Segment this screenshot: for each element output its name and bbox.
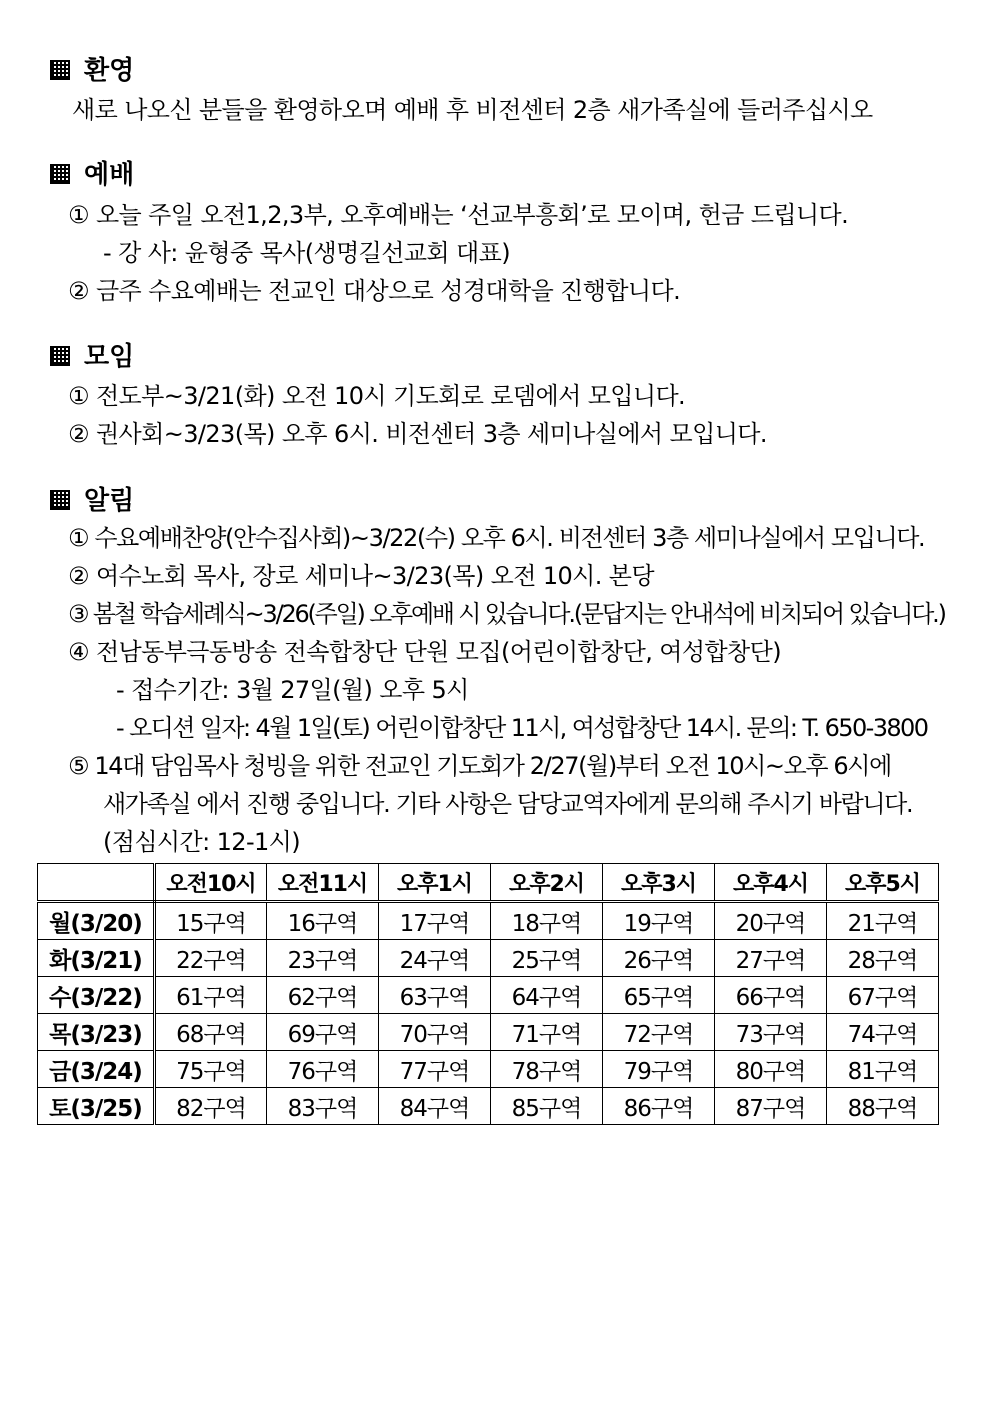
table-cell: 88구역 [827, 1088, 939, 1125]
table-cell: 78구역 [491, 1051, 603, 1088]
table-cell: 25구역 [491, 940, 603, 977]
heading-label: 알림 [84, 486, 135, 516]
prayer-schedule-table [37, 863, 939, 1125]
table-row [38, 1014, 939, 1051]
notice-item-4: ④ 전남동부극동방송 전속합창단 단원 모집(어린이합창단, 여성합창단) [68, 638, 781, 666]
table-cell: 85구역 [491, 1088, 603, 1125]
table-cell: 70구역 [379, 1014, 491, 1051]
welcome-text: 새로 나오신 분들을 환영하오며 예배 후 비전센터 2층 새가족실에 들러주십시오 [72, 96, 873, 124]
day-cell: 화(3/21) [38, 940, 155, 977]
column-header: 오후5시 [827, 864, 939, 902]
section-heading-notice [50, 480, 134, 517]
table-cell: 62구역 [267, 977, 379, 1014]
square-bullet-icon [50, 60, 70, 80]
table-cell: 82구역 [155, 1088, 267, 1125]
table-cell: 18구역 [491, 902, 603, 940]
table-cell: 19구역 [603, 902, 715, 940]
meeting-item-1: ① 전도부~3/21(화) 오전 10시 기도회로 로뎀에서 모입니다. [68, 382, 686, 410]
heading-label: 예배 [84, 160, 135, 190]
notice-item-1: ① 수요예배찬양(안수집사회)~3/22(수) 오후 6시. 비전센터 3층 세미나실에서 모입니다. [68, 524, 925, 552]
column-header: 오전11시 [267, 864, 379, 902]
square-bullet-icon [50, 490, 70, 510]
day-cell: 토(3/25) [38, 1088, 155, 1125]
table-cell: 20구역 [715, 902, 827, 940]
table-cell: 17구역 [379, 902, 491, 940]
table-cell: 15구역 [155, 902, 267, 940]
table-cell: 68구역 [155, 1014, 267, 1051]
table-cell: 84구역 [379, 1088, 491, 1125]
table-cell: 69구역 [267, 1014, 379, 1051]
notice-item-3: ③ 봄철 학습세례식~3/26(주일) 오후예배 시 있습니다.(문답지는 안내석에 비치되어 있습니다.) [68, 600, 945, 628]
table-cell: 26구역 [603, 940, 715, 977]
square-bullet-icon [50, 164, 70, 184]
table-cell: 22구역 [155, 940, 267, 977]
table-row [38, 902, 939, 940]
table-cell: 28구역 [827, 940, 939, 977]
notice-item-4-audition: - 오디션 일자: 4월 1일(토) 어린이합창단 11시, 여성합창단 14시. 문의: T. 650-3800 [116, 714, 928, 742]
worship-item-1: ① 오늘 주일 오전1,2,3부, 오후예배는 ‘선교부흥회’로 모이며, 헌금 드립니다. [68, 201, 849, 229]
notice-item-5-cont: 새가족실 에서 진행 중입니다. 기타 사항은 담당교역자에게 문의해 주시기 바랍니다. [103, 790, 913, 818]
table-cell: 66구역 [715, 977, 827, 1014]
table-cell: 65구역 [603, 977, 715, 1014]
day-cell: 월(3/20) [38, 902, 155, 940]
table-cell: 73구역 [715, 1014, 827, 1051]
column-header: 오전10시 [155, 864, 267, 902]
notice-item-2: ② 여수노회 목사, 장로 세미나~3/23(목) 오전 10시. 본당 [68, 562, 654, 590]
table-cell: 81구역 [827, 1051, 939, 1088]
table-corner-cell [38, 864, 155, 902]
column-header: 오후3시 [603, 864, 715, 902]
table-row [38, 977, 939, 1014]
section-heading-welcome [50, 50, 134, 87]
table-cell: 71구역 [491, 1014, 603, 1051]
table-cell: 86구역 [603, 1088, 715, 1125]
notice-item-4-period: - 접수기간: 3월 27일(월) 오후 5시 [116, 676, 469, 704]
heading-label: 모임 [84, 342, 135, 372]
table-cell: 61구역 [155, 977, 267, 1014]
table-cell: 83구역 [267, 1088, 379, 1125]
table-cell: 23구역 [267, 940, 379, 977]
section-heading-meeting [50, 336, 134, 373]
table-cell: 16구역 [267, 902, 379, 940]
table-cell: 21구역 [827, 902, 939, 940]
table-cell: 80구역 [715, 1051, 827, 1088]
column-header: 오후4시 [715, 864, 827, 902]
table-cell: 63구역 [379, 977, 491, 1014]
day-cell: 목(3/23) [38, 1014, 155, 1051]
table-row [38, 1051, 939, 1088]
day-cell: 금(3/24) [38, 1051, 155, 1088]
table-row [38, 1088, 939, 1125]
section-heading-worship [50, 154, 134, 191]
table-row [38, 940, 939, 977]
meeting-item-2: ② 권사회~3/23(목) 오후 6시. 비전센터 3층 세미나실에서 모입니다. [68, 420, 767, 448]
square-bullet-icon [50, 346, 70, 366]
column-header: 오후2시 [491, 864, 603, 902]
notice-item-5-lunch: (점심시간: 12-1시) [103, 828, 301, 856]
worship-item-2: ② 금주 수요예배는 전교인 대상으로 성경대학을 진행합니다. [68, 277, 681, 305]
table-cell: 67구역 [827, 977, 939, 1014]
day-cell: 수(3/22) [38, 977, 155, 1014]
table-cell: 76구역 [267, 1051, 379, 1088]
column-header: 오후1시 [379, 864, 491, 902]
table-cell: 75구역 [155, 1051, 267, 1088]
table-cell: 79구역 [603, 1051, 715, 1088]
table-cell: 87구역 [715, 1088, 827, 1125]
table-cell: 74구역 [827, 1014, 939, 1051]
table-cell: 64구역 [491, 977, 603, 1014]
table-cell: 24구역 [379, 940, 491, 977]
table-cell: 77구역 [379, 1051, 491, 1088]
table-cell: 27구역 [715, 940, 827, 977]
table-cell: 72구역 [603, 1014, 715, 1051]
table-header-row [38, 864, 939, 902]
heading-label: 환영 [84, 56, 135, 86]
worship-item-speaker: - 강 사: 윤형중 목사(생명길선교회 대표) [103, 239, 510, 267]
notice-item-5: ⑤ 14대 담임목사 청빙을 위한 전교인 기도회가 2/27(월)부터 오전 10시~오후 6시에 [68, 752, 891, 780]
